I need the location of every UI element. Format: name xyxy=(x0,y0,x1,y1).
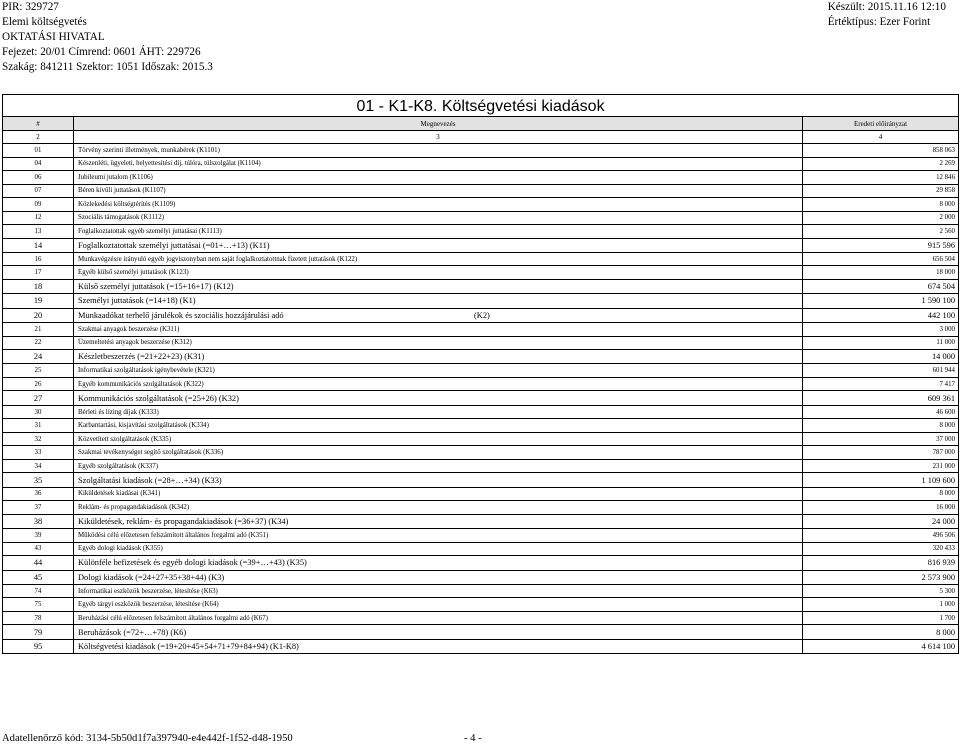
row-name: Különféle befizetések és egyéb dologi kiadások (=39+…+43) (K35) xyxy=(74,556,803,570)
row-value: 8 000 xyxy=(803,198,959,212)
table-row xyxy=(3,294,959,308)
row-name: Szakmai tevékenységet segítő szolgáltatások (K336) xyxy=(74,446,803,460)
col-header-name: Megnevezés xyxy=(74,117,803,131)
row-value: 787 000 xyxy=(803,446,959,460)
row-value: 5 300 xyxy=(803,584,959,598)
row-name: Bérleti és lízing díjak (K333) xyxy=(74,405,803,419)
table-row xyxy=(3,584,959,598)
row-value: 656 504 xyxy=(803,252,959,266)
row-name: Külső személyi juttatások (=15+16+17) (K12) xyxy=(74,279,803,293)
table-row xyxy=(3,308,959,322)
row-name: Törvény szerinti illetmények, munkabérek (K1101) xyxy=(74,144,803,158)
table-row xyxy=(3,377,959,391)
row-name: Egyéb tárgyi eszközök beszerzése, létesítése (K64) xyxy=(74,598,803,612)
row-number: 32 xyxy=(3,432,74,446)
row-name: Egyéb kommunikációs szolgáltatások (K322) xyxy=(74,377,803,391)
row-number: 01 xyxy=(3,144,74,158)
value-type-line: Értéktípus: Ezer Forint xyxy=(827,16,931,28)
table-row xyxy=(3,225,959,239)
row-value: 2 000 xyxy=(803,211,959,225)
row-number: 20 xyxy=(3,308,74,322)
row-number: 09 xyxy=(3,198,74,212)
row-value: 858 063 xyxy=(803,144,959,158)
col-number-4: 4 xyxy=(803,131,959,144)
row-number: 07 xyxy=(3,184,74,198)
table-row xyxy=(3,611,959,625)
row-value: 12 846 xyxy=(803,171,959,185)
table-row xyxy=(3,570,959,584)
report-header-left xyxy=(2,0,213,75)
row-name: Foglalkoztatottak személyi juttatásai (=01+…+13) (K11) xyxy=(74,238,803,252)
row-number: 13 xyxy=(3,225,74,239)
row-value: 8 000 xyxy=(803,487,959,501)
table-row xyxy=(3,556,959,570)
row-name: Reklám- és propagandakiadások (K342) xyxy=(74,501,803,515)
row-value: 1 109 600 xyxy=(803,473,959,487)
table-row xyxy=(3,252,959,266)
row-name: Szakmai anyagok beszerzése (K311) xyxy=(74,323,803,337)
row-name: Készletbeszerzés (=21+22+23) (K31) xyxy=(74,350,803,364)
row-name: Üzemeltetési anyagok beszerzése (K312) xyxy=(74,336,803,350)
report-type-line: Elemi költségvetés xyxy=(2,16,87,28)
row-name: Beruházási célú előzetesen felszámított általános forgalmi adó (K67) xyxy=(74,611,803,625)
row-value: 496 506 xyxy=(803,529,959,543)
row-number: 44 xyxy=(3,556,74,570)
row-name: Egyéb dologi kiadások (K355) xyxy=(74,542,803,556)
checksum-code: Adatellenőrző kód: 3134-5b50d1f7a397940-e4e442f-1f52-d48-1950 xyxy=(2,733,293,744)
row-number: 26 xyxy=(3,377,74,391)
table-title: 01 - K1-K8. Költségvetési kiadások xyxy=(3,95,959,117)
row-value: 7 417 xyxy=(803,377,959,391)
row-value: 816 939 xyxy=(803,556,959,570)
row-number: 74 xyxy=(3,584,74,598)
row-value: 2 573 900 xyxy=(803,570,959,584)
row-name: Jubileumi jutalom (K1106) xyxy=(74,171,803,185)
col-number-3: 3 xyxy=(74,131,803,144)
table-row xyxy=(3,279,959,293)
row-number: 04 xyxy=(3,157,74,171)
table-row xyxy=(3,487,959,501)
table-title-row xyxy=(3,95,959,117)
row-value: 46 600 xyxy=(803,405,959,419)
row-name: Béren kívüli juttatások (K1107) xyxy=(74,184,803,198)
row-value: 915 596 xyxy=(803,238,959,252)
col-header-number: # xyxy=(3,117,74,131)
table-row xyxy=(3,144,959,158)
row-number: 12 xyxy=(3,211,74,225)
row-number: 25 xyxy=(3,364,74,378)
row-value: 2 560 xyxy=(803,225,959,239)
table-row xyxy=(3,473,959,487)
row-number: 45 xyxy=(3,570,74,584)
row-name: Készenléti, ügyeleti, helyettesítési díj, túlóra, túlszolgálat (K1104) xyxy=(74,157,803,171)
table-row xyxy=(3,419,959,433)
row-name: Közvetített szolgáltatások (K335) xyxy=(74,432,803,446)
table-row xyxy=(3,639,959,653)
row-name: Munkavégzésre irányuló egyéb jogviszonyban nem saját foglalkoztatottnak fizetett juttatások (K122) xyxy=(74,252,803,266)
row-number: 35 xyxy=(3,473,74,487)
row-name: Szolgáltatási kiadások (=28+…+34) (K33) xyxy=(74,473,803,487)
row-value: 3 000 xyxy=(803,323,959,337)
page-number: - 4 - xyxy=(464,733,482,744)
table-row xyxy=(3,171,959,185)
row-name: Kiküldetések kiadásai (K341) xyxy=(74,487,803,501)
table-row xyxy=(3,432,959,446)
column-number-row xyxy=(3,131,959,144)
row-number: 21 xyxy=(3,323,74,337)
table-row xyxy=(3,405,959,419)
row-number: 36 xyxy=(3,487,74,501)
branch-line: Szakág: 841211 Szektor: 1051 Időszak: 2015.3 xyxy=(2,61,213,73)
row-number: 78 xyxy=(3,611,74,625)
row-name: Közlekedési költségtérítés (K1109) xyxy=(74,198,803,212)
table-row xyxy=(3,323,959,337)
row-name: Kiküldetések, reklám- és propagandakiadások (=36+37) (K34) xyxy=(74,514,803,528)
row-name: Szociális támogatások (K1112) xyxy=(74,211,803,225)
col-number-2: 2 xyxy=(3,131,74,144)
row-name-text: Munkaadókat terhelő járulékok és szociális hozzájárulási adó xyxy=(78,310,284,320)
row-value: 601 944 xyxy=(803,364,959,378)
row-value: 29 858 xyxy=(803,184,959,198)
table-row xyxy=(3,238,959,252)
table-row xyxy=(3,364,959,378)
row-name: Beruházások (=72+…+78) (K6) xyxy=(74,625,803,639)
row-value: 609 361 xyxy=(803,391,959,405)
row-value: 16 000 xyxy=(803,501,959,515)
row-value: 442 100 xyxy=(803,308,959,322)
table-row xyxy=(3,514,959,528)
table-row xyxy=(3,625,959,639)
row-number: 34 xyxy=(3,459,74,473)
table-row xyxy=(3,529,959,543)
table-row xyxy=(3,501,959,515)
table-row xyxy=(3,459,959,473)
row-name: Működési célú előzetesen felszámított általános forgalmi adó (K351) xyxy=(74,529,803,543)
table-row xyxy=(3,266,959,280)
row-number: 33 xyxy=(3,446,74,460)
row-value: 231 000 xyxy=(803,459,959,473)
table-row xyxy=(3,198,959,212)
row-number: 17 xyxy=(3,266,74,280)
row-number: 39 xyxy=(3,529,74,543)
row-number: 79 xyxy=(3,625,74,639)
table-row xyxy=(3,211,959,225)
row-number: 27 xyxy=(3,391,74,405)
created-line: Készült: 2015.11.16 12:10 xyxy=(827,1,946,13)
row-value: 8 000 xyxy=(803,625,959,639)
row-value: 14 000 xyxy=(803,350,959,364)
table-row xyxy=(3,336,959,350)
row-number: 43 xyxy=(3,542,74,556)
row-value: 1 590 100 xyxy=(803,294,959,308)
row-number: 18 xyxy=(3,279,74,293)
table-row xyxy=(3,391,959,405)
row-name: Egyéb külső személyi juttatások (K123) xyxy=(74,266,803,280)
row-name: Dologi kiadások (=24+27+35+38+44) (K3) xyxy=(74,570,803,584)
row-name-code: (K2) xyxy=(474,310,490,320)
table-row xyxy=(3,446,959,460)
table-row xyxy=(3,542,959,556)
row-value: 1 700 xyxy=(803,611,959,625)
row-value: 2 269 xyxy=(803,157,959,171)
table-row xyxy=(3,350,959,364)
row-number: 95 xyxy=(3,639,74,653)
pir-line: PIR: 329727 xyxy=(2,1,59,13)
row-number: 22 xyxy=(3,336,74,350)
row-name xyxy=(74,308,803,322)
report-header-right xyxy=(828,0,946,30)
row-name: Foglalkoztatottak egyéb személyi juttatásai (K1113) xyxy=(74,225,803,239)
row-value: 674 504 xyxy=(803,279,959,293)
row-value: 37 000 xyxy=(803,432,959,446)
row-number: 06 xyxy=(3,171,74,185)
row-number: 38 xyxy=(3,514,74,528)
row-name: Informatikai eszközök beszerzése, létesítése (K63) xyxy=(74,584,803,598)
row-value: 24 000 xyxy=(803,514,959,528)
table-row xyxy=(3,598,959,612)
row-number: 37 xyxy=(3,501,74,515)
row-value: 11 000 xyxy=(803,336,959,350)
table-row xyxy=(3,184,959,198)
row-value: 8 000 xyxy=(803,419,959,433)
row-number: 24 xyxy=(3,350,74,364)
chapter-line: Fejezet: 20/01 Címrend: 0601 ÁHT: 229726 xyxy=(2,46,201,58)
row-number: 31 xyxy=(3,419,74,433)
row-number: 19 xyxy=(3,294,74,308)
table-row xyxy=(3,157,959,171)
row-name: Személyi juttatások (=14+18) (K1) xyxy=(74,294,803,308)
row-value: 18 000 xyxy=(803,266,959,280)
row-name: Kommunikációs szolgáltatások (=25+26) (K32) xyxy=(74,391,803,405)
expenditure-table xyxy=(2,94,959,654)
row-name: Karbantartási, kisjavítási szolgáltatások (K334) xyxy=(74,419,803,433)
row-number: 30 xyxy=(3,405,74,419)
row-name: Egyéb szolgáltatások (K337) xyxy=(74,459,803,473)
institution-line: OKTATÁSI HIVATAL xyxy=(2,31,105,43)
column-header-row xyxy=(3,117,959,131)
row-name: Költségvetési kiadások (=19+20+45+54+71+79+84+94) (K1-K8) xyxy=(74,639,803,653)
row-value: 4 614 100 xyxy=(803,639,959,653)
row-number: 14 xyxy=(3,238,74,252)
row-name: Informatikai szolgáltatások igénybevétele (K321) xyxy=(74,364,803,378)
row-value: 320 433 xyxy=(803,542,959,556)
row-number: 16 xyxy=(3,252,74,266)
row-number: 75 xyxy=(3,598,74,612)
row-value: 1 000 xyxy=(803,598,959,612)
col-header-value: Eredeti előirányzat xyxy=(803,117,959,131)
